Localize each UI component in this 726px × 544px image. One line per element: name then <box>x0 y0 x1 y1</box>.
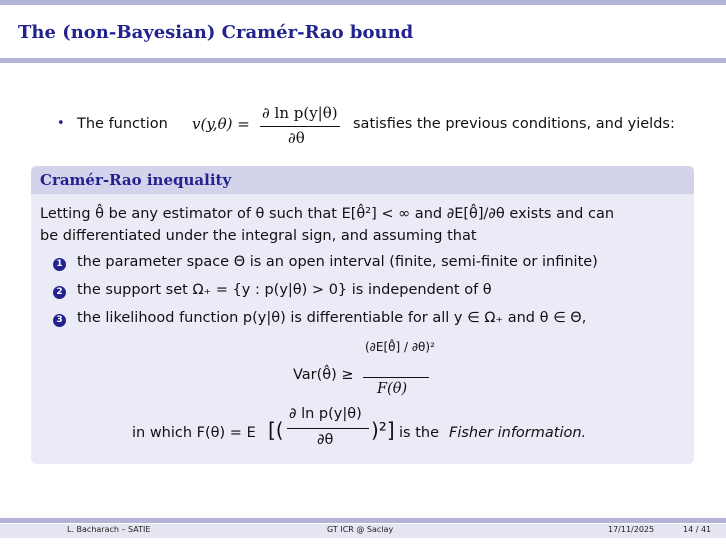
fisher-close-bracket: )²] <box>371 418 395 442</box>
formula-lhs: v(y,θ) = <box>192 115 250 133</box>
fisher-emphasis: Fisher information. <box>449 425 587 441</box>
item-number-2: 2 <box>53 286 66 299</box>
fisher-fraction-bar <box>287 428 369 429</box>
slide-title: The (non-Bayesian) Cramér-Rao bound <box>18 22 414 43</box>
block-intro-line-1: Letting θ̂ be any estimator of θ such that E[θ̂²] < ∞ and ∂E[θ̂]/∂θ exists and can <box>40 206 615 222</box>
bullet-text-after: satisfies the previous conditions, and yields: <box>353 116 675 132</box>
inequality-numerator: (∂E[θ̂] / ∂θ)² <box>365 340 435 354</box>
top-decor-band <box>0 0 726 5</box>
item-text-1: the parameter space Θ is an open interval (finite, semi-finite or infinite) <box>77 254 598 270</box>
bullet-text-before: The function <box>77 116 168 132</box>
fisher-prefix: in which F(θ) = E <box>132 425 256 441</box>
footer <box>0 518 726 544</box>
cramer-rao-block <box>31 166 694 464</box>
footer-page-number: 14 / 41 <box>683 525 712 534</box>
block-intro-line-2: be differentiated under the integral sign, and assuming that <box>40 228 477 244</box>
formula-numerator: ∂ ln p(y|θ) <box>262 104 338 122</box>
item-number-3: 3 <box>53 314 66 327</box>
footer-venue: GT ICR @ Saclay <box>327 525 394 534</box>
footer-date: 17/11/2025 <box>608 525 655 534</box>
fisher-denominator: ∂θ <box>317 432 334 448</box>
footer-top-band <box>0 518 726 523</box>
bullet-item <box>57 104 717 154</box>
title-underline-band <box>0 58 726 63</box>
item-number-1: 1 <box>53 258 66 271</box>
footer-author: L. Bacharach – SATIE <box>67 525 151 534</box>
fisher-open-bracket: [( <box>268 418 284 442</box>
item-text-3: the likelihood function p(y|θ) is differentiable for all y ∈ Ω₊ and θ ∈ Θ, <box>77 310 587 326</box>
formula-denominator: ∂θ <box>288 129 305 147</box>
fisher-numerator: ∂ ln p(y|θ) <box>289 406 362 422</box>
inequality-denominator: F(θ) <box>377 381 408 397</box>
block-title: Cramér-Rao inequality <box>40 171 232 189</box>
bullet-marker: • <box>57 116 65 131</box>
fisher-suffix: is the <box>399 425 439 441</box>
inequality-fraction-bar <box>363 377 429 378</box>
inequality-lhs: Var(θ̂) ≥ <box>293 367 354 383</box>
item-text-2: the support set Ω₊ = {y : p(y|θ) > 0} is independent of θ <box>77 282 492 298</box>
formula-fraction-bar <box>260 126 340 127</box>
